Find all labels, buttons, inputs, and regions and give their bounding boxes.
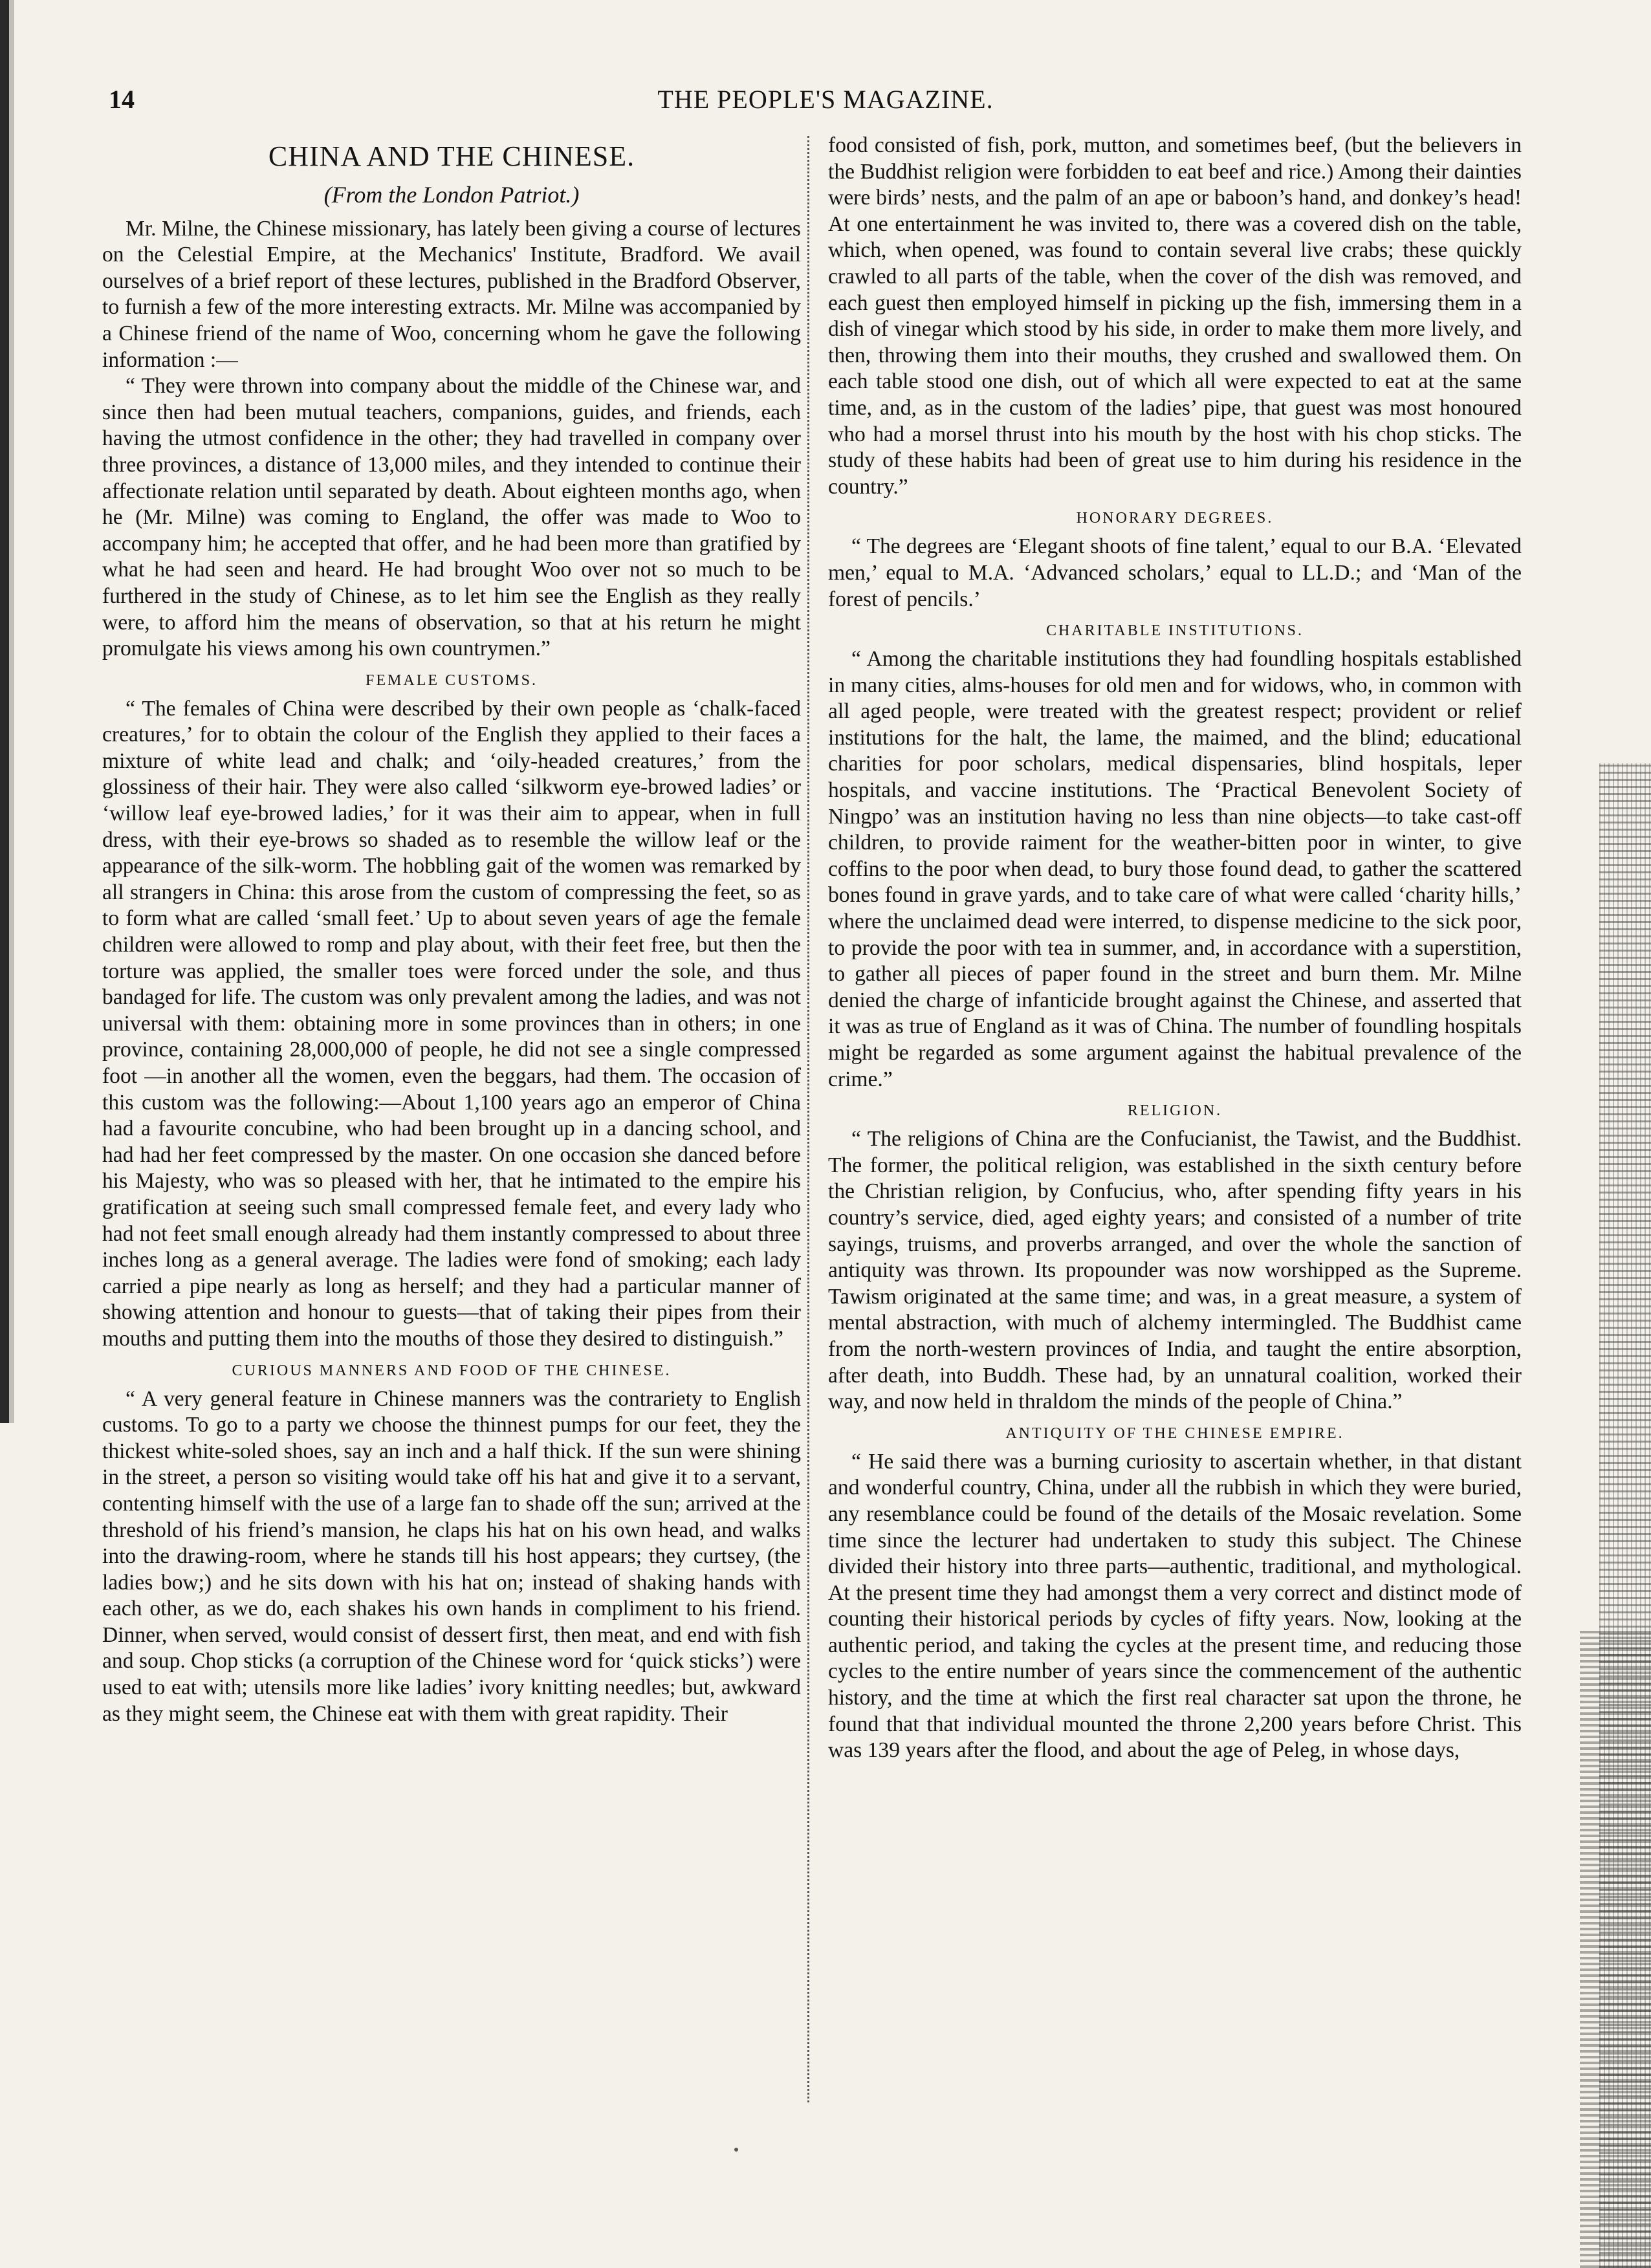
section-heading-religion: RELIGION. [1127,1102,1223,1120]
running-head: THE PEOPLE'S MAGAZINE. [657,85,994,114]
woo-paragraph: “ They were thrown into company about the middle of the Chinese war, and since then had been mutual teachers, companions, guides, and friends, each having the utmost confidence in the other; they had travelled in company over three provinces, a distance of 13,000 miles, and they intended to continue their affectionate relation until separated by death. About eighteen months ago, when he (Mr. Milne) was coming to England, the offer was made to Woo to accompany him; he accepted that offer, and he had been more than gratified by what he had seen and heard. He had brought Woo over not so much to be furthered in the study of Chinese, as to let him see the English as they really were, to afford him the means of observation, so that at his return he might promulgate his views among his own countrymen.” [102,374,801,661]
section-heading-degrees: HONORARY DEGREES. [1076,510,1274,527]
section-heading-antiquity: ANTIQUITY OF THE CHINESE EMPIRE. [1005,1424,1344,1442]
female-customs-paragraph: “ The females of China were described by their own people as ‘chalk-faced creatures,’ for to obtain the colour of the English they applied to their faces a mixture of white lead and chalk; and ‘oily-headed creatures,’ from the glossiness of their hair. They were also called ‘silkworm eye-browed ladies’ or ‘willow leaf eye-browed ladies,’ for it was their aim to appear, when in full dress, with their eye-brows so shaded as to resemble the willow leaf or the appearance of the silk-worm. The hobbling gait of the women was remarked by all strangers in China: this arose from the custom of compressing the feet, so as to form what are called ‘small feet.’ Up to about seven years of age the female children were allowed to romp and play about, with their feet free, but then the torture was applied, the smaller toes were forced under the sole, and thus bandaged for life. The custom was only prevalent among the ladies, and was not universal with them: obtaining more in some provinces than in others; in one province, containing 28,000,000 of people, he did not see a single compressed foot —in another all the women, even the beggars, had them. The occasion of this custom was the following:—About 1,100 years ago an emperor of China had a favourite concubine, who had been brought up in a dancing school, and had had her feet compressed by the master. On one occasion she danced before his Majesty, who was so pleased with her, that he intimated to the empire his gratification at seeing such small compressed female feet, and every lady who had not feet small enough already had them instantly compressed to about three inches long as a general average. The ladies were fond of smoking; each lady carried a pipe nearly as long as herself; and they had a particular manner of showing attention and honour to guests—that of taking their pipes from their mouths and putting them into the mouths of those they desired to distinguish.” [102,696,801,1351]
section-heading-charitable: CHARITABLE INSTITUTIONS. [1045,622,1304,640]
print-speck [734,2148,738,2152]
left-column [102,133,801,2125]
section-heading-manners: CURIOUS MANNERS AND FOOD OF THE CHINESE. [232,1362,672,1379]
column-rule [807,136,809,2102]
charitable-paragraph: “ Among the charitable institutions they had foundling hospitals established in many cities, alms-houses for old men and for widows, who, in common with all aged people, were treated with the greatest respect; provident or relief institutions for the halt, the lame, the maimed, and the blind; educational charities for poor scholars, medical dispensaries, blind hospitals, leper hospitals, and vaccine institutions. The ‘Practical Benevolent Society of Ningpo’ was an institution having no less than nine objects—to take cast-off children, to provide raiment for the weather-bitten poor in winter, to give coffins to the poor when dead, to bury those found dead, to gather the scattered bones found in grave yards, and to take care of what were called ‘charity hills,’ where the unclaimed dead were interred, to dispense medicine to the sick poor, to provide the poor with tea in summer, and, in accordance with a superstition, to gather all pieces of paper found in the street and burn them. Mr. Milne denied the charge of infanticide brought against the Chinese, and asserted that it was as true of England as it was of China. The number of foundling hospitals might be regarded as some argument against the habitual prevalence of the crime.” [828,647,1522,1091]
scan-edge-shadow [0,0,14,1423]
food-paragraph: food consisted of fish, pork, mutton, and sometimes beef, (but the believers in the Buddhist religion were forbidden to eat beef and rice.) Among their dainties were birds’ nests, and the palm of an ape or baboon’s hand, and donkey’s head! At one entertainment he was invited to, there was a covered dish on the table, which, when opened, was found to contain several live crabs; these quickly crawled to all parts of the table, when the cover of the dish was removed, and each guest then employed himself in picking up the fish, immersing them in a dish of vinegar which stood by his side, in order to make them more lively, and then, throwing them into their mouths, they crushed and swallowed them. On each table stood one dish, out of which all were expected to eat at the same time, and, as in the custom of the ladies’ pipe, that guest was most honoured who had a morsel thrust into his mouth by the host with his chop sticks. The study of these habits had been of great use to him during his residence in the country.” [828,133,1522,499]
religion-paragraph: “ The religions of China are the Confucianist, the Tawist, and the Buddhist. The former, the political religion, was established in the sixth century before the Christian religion, by Confucius, who, after spending fifty years in his country’s service, died, aged eighty years; and consisted of a number of trite sayings, truisms, and proverbs arranged, and over the whole the sanction of antiquity was thrown. Its propounder was now worshipped as the Supreme. Tawism originated at the same time; and was, in a great measure, a system of mental abstraction, with much of alchemy intermingled. The Buddhist came from the north-western provinces of India, and taught the entire absorption, after death, into Buddh. These had, by an unnatural coalition, worked their way, and now held in thraldom the minds of the people of China.” [828,1127,1522,1414]
intro-paragraph: Mr. Milne, the Chinese missionary, has lately been giving a course of lectures on the Celestial Empire, at the Mechanics' Institute, Bradford. We avail ourselves of a brief report of these lectures, published in the Bradford Observer, to furnish a few of the more interesting extracts. Mr. Milne was accompanied by a Chinese friend of the name of Woo, concerning whom he gave the following information :— [102,216,801,372]
article-title: CHINA AND THE CHINESE. [268,140,635,172]
right-column [828,133,1522,2125]
page-number: 14 [109,85,135,114]
article-source: (From the London Patriot.) [323,182,580,208]
scan-edge-noise-lower [1580,1630,1651,2268]
antiquity-paragraph: “ He said there was a burning curiosity to ascertain whether, in that distant and wonderful country, China, under all the rubbish in which they were buried, any resemblance could be found of the details of the Mosaic revelation. Some time since the lecturer had undertaken to study this subject. The Chinese divided their history into three parts—authentic, traditional, and mythological. At the present time they had amongst them a very correct and distinct mode of counting their historical periods by cycles of fifty years. Now, looking at the authentic period, and taking the cycles at the present time, and reducing those cycles to the entire number of years since the commencement of the authentic history, and the time at which the first real character sat upon the throne, he found that that individual mounted the throne 2,200 years before Christ. This was 139 years after the flood, and about the age of Peleg, in whose days, [828,1449,1522,1763]
manners-paragraph: “ A very general feature in Chinese manners was the contrariety to English customs. To go to a party we choose the thinnest pumps for our feet, they the thickest white-soled shoes, say an inch and a half thick. If the sun were shining in the street, a person so visiting would take off his hat and give it to a servant, contenting himself with the use of a large fan to shade off the sun; arrived at the threshold of his friend’s mansion, he claps his hat on his own head, and walks into the drawing-room, where he stands till his host appears; they curtsey, (the ladies bow;) and he sits down with his hat on; instead of shaking hands with each other, as we do, each shakes his own hands in compliment to his friend. Dinner, when served, would consist of dessert first, then meat, and end with fish and soup. Chop sticks (a corruption of the Chinese word for ‘quick sticks’) were used to eat with; utensils more like ladies’ ivory knitting needles; but, awkward as they might seem, the Chinese eat with them with great rapidity. Their [102,1386,801,1726]
section-heading-female-customs: FEMALE CUSTOMS. [366,671,538,689]
degrees-paragraph: “ The degrees are ‘Elegant shoots of fine talent,’ equal to our B.A. ‘Elevated men,’ equal to M.A. ‘Advanced scholars,’ equal to LL.D.; and ‘Man of the forest of pencils.’ [828,534,1522,611]
